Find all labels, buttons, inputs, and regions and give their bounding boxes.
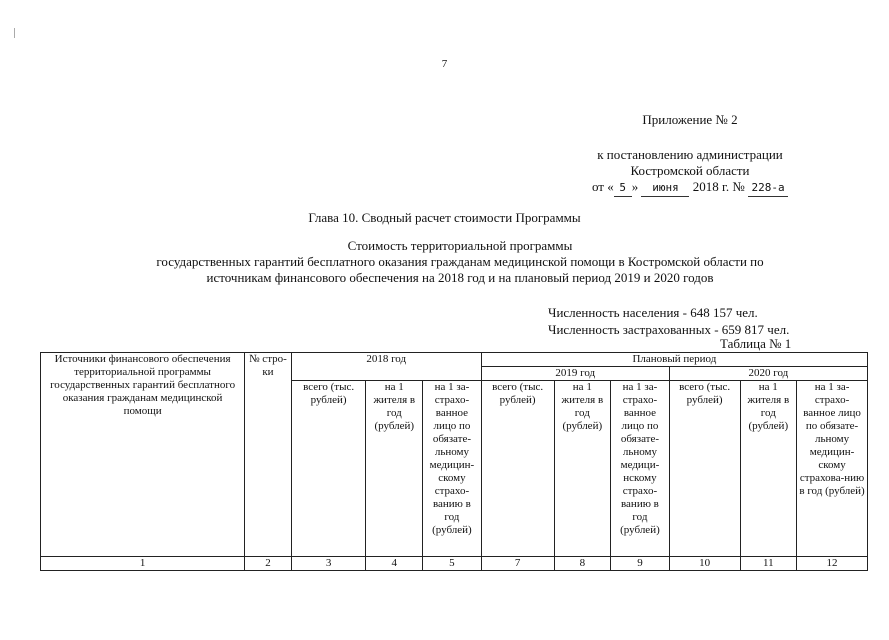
column-number: 2 <box>245 557 292 571</box>
insured-count: Численность застрахованных - 659 817 чел. <box>548 322 790 337</box>
page-number: 7 <box>441 58 448 70</box>
column-number: 11 <box>740 557 797 571</box>
header-2018-per-insured: на 1 за-страхо-ванное лицо по обязате-льному медицин-скому страхо-ванию в год (рублей) <box>423 381 482 557</box>
main-title-line-2: государственных гарантий бесплатного оказания гражданам медицинской помощи в Костромской области по <box>156 254 764 269</box>
header-2018-per-resident: на 1 жителя в год (рублей) <box>366 381 423 557</box>
header-year-2020: 2020 год <box>669 367 867 381</box>
main-title-line-1: Стоимость территориальной программы <box>347 238 573 253</box>
header-row-number: № стро-ки <box>245 353 292 557</box>
header-2019-per-insured: на 1 за-страхо-ванное лицо по обязате-льному медици-нскому страхо-ванию в год (рублей) <box>611 381 670 557</box>
scan-edge-mark <box>14 28 15 38</box>
header-year-2018: 2018 год <box>291 353 481 381</box>
decree-to-line: к постановлению администрации <box>597 147 783 162</box>
date-prefix: от « <box>591 179 614 194</box>
date-year: 2018 г. № <box>692 179 745 194</box>
column-number: 3 <box>291 557 366 571</box>
header-2019-total: всего (тыс. рублей) <box>481 381 554 557</box>
column-number-row <box>41 557 868 571</box>
header-2020-per-insured: на 1 за-страхо-ванное лицо по обязате-льному медицин-скому страхова-нию в год (рублей) <box>797 381 868 557</box>
table-label: Таблица № 1 <box>720 336 792 351</box>
column-number: 7 <box>481 557 554 571</box>
statistics-block <box>548 304 789 338</box>
column-number: 1 <box>41 557 245 571</box>
date-month: июня <box>641 180 689 197</box>
header-source: Источники финансового обеспечения территориальной программы государственных гарантий бесплатного оказания гражданам медицинской помощи <box>41 353 245 557</box>
header-2019-per-resident: на 1 жителя в год (рублей) <box>554 381 611 557</box>
column-number: 8 <box>554 557 611 571</box>
date-day: 5 <box>614 180 632 197</box>
cost-table <box>40 352 868 571</box>
header-2020-per-resident: на 1 жителя в год (рублей) <box>740 381 797 557</box>
column-number: 12 <box>797 557 868 571</box>
decree-date-line <box>560 179 820 197</box>
column-number: 9 <box>611 557 670 571</box>
main-title-line-3: источникам финансового обеспечения на 2018 год и на плановый период 2019 и 2020 годов <box>206 270 714 285</box>
decree-org-line: Костромской области <box>630 163 750 178</box>
population-count: Численность населения - 648 157 чел. <box>548 305 758 320</box>
chapter-title: Глава 10. Сводный расчет стоимости Программы <box>308 210 581 225</box>
date-mid: » <box>631 179 639 194</box>
header-planning-period: Плановый период <box>481 353 867 367</box>
header-year-2019: 2019 год <box>481 367 669 381</box>
header-2018-total: всего (тыс. рублей) <box>291 381 366 557</box>
decree-reference <box>560 147 820 197</box>
column-number: 10 <box>669 557 740 571</box>
header-2020-total: всего (тыс. рублей) <box>669 381 740 557</box>
decree-number: 228-а <box>748 180 788 197</box>
column-number: 4 <box>366 557 423 571</box>
appendix-title: Приложение № 2 <box>642 112 738 127</box>
column-number: 5 <box>423 557 482 571</box>
main-title <box>80 238 840 286</box>
